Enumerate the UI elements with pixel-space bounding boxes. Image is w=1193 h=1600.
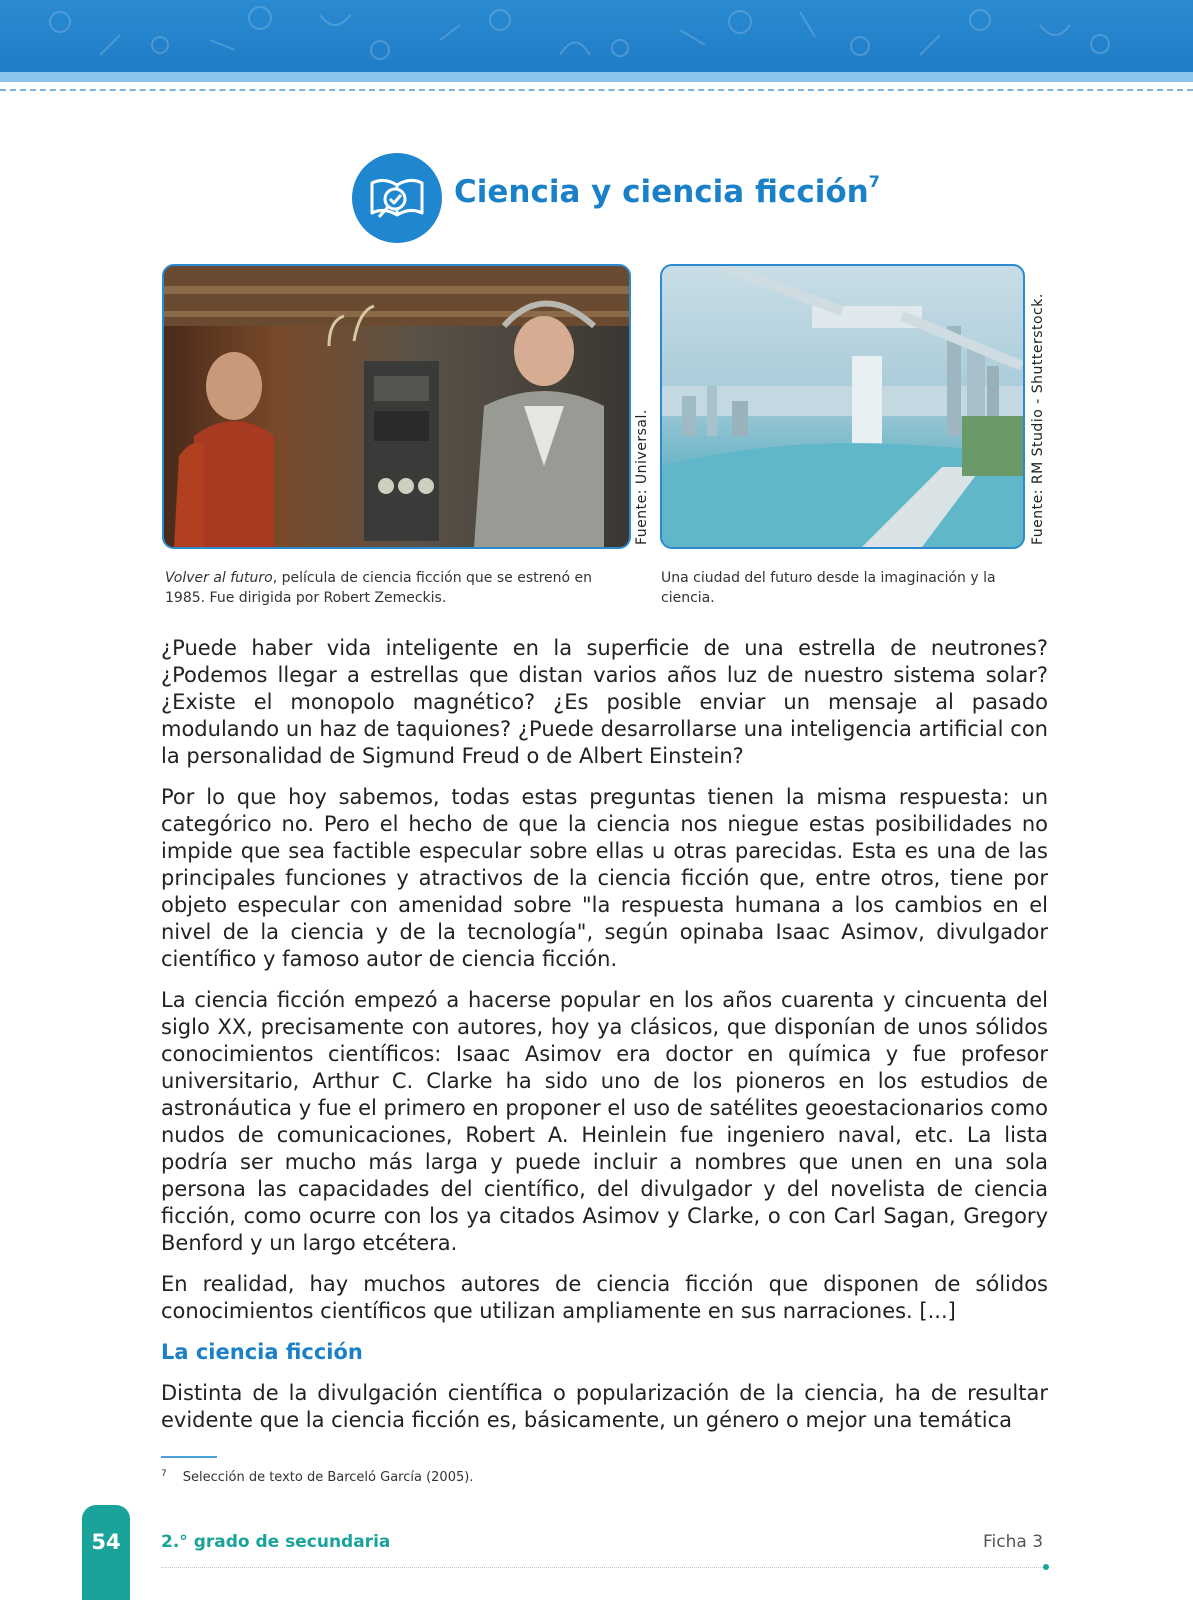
photo-source-1: Fuente: Universal.: [634, 409, 650, 545]
page-title-text: Ciencia y ciencia ficción: [454, 174, 869, 210]
film-scene-illustration: [164, 266, 629, 547]
page-number: 54: [91, 1530, 121, 1554]
book-check-icon: [352, 153, 442, 243]
ficha-label: Ficha 3: [983, 1532, 1044, 1552]
footnote: [161, 1470, 473, 1485]
photo-source-2: Fuente: RM Studio - Shutterstock.: [1030, 293, 1046, 545]
caption-film-title: Volver al futuro: [165, 570, 273, 586]
footer-dotted-rule: [161, 1567, 1047, 1568]
paragraph-3: La ciencia ficción empezó a hacerse popular en los años cuarenta y cincuenta del siglo XX, precisamente con autores, hoy ya clásicos, que disponían de unos sólidos conocimientos científicos: Isaac Asimov era doctor en química y fue profesor universitario, Arthur C. Clarke ha sido uno de los pioneros en los estudios de astronáutica y fue el primero en proponer el uso de satélites geoestacionarios como nudos de comunicaciones, Robert A. Heinlein fue ingeniero naval, etc. La lista podría ser mucho más larga y puede incluir a nombres que unen en una sola persona las capacidades del científico, del divulgador y del novelista de ciencia ficción, como ocurre con los ya citados Asimov y Clarke, o con Carl Sagan, Gregory Benford y un largo etcétera.: [161, 988, 1049, 1255]
footnote-text: Selección de texto de Barceló García (2005).: [182, 1470, 474, 1485]
header-banner: [0, 0, 1193, 72]
header-stripe: [0, 72, 1193, 82]
paragraph-2: Por lo que hoy sabemos, todas estas preguntas tienen la misma respuesta: un categórico no. Pero el hecho de que la ciencia nos niegue estas posibilidades no impide que sea factible especular sobre ellas u otras parecidas. Esta es una de las principales funciones y atractivos de la ciencia ficción que, entre otros, tiene por objeto especular con amenidad sobre "la respuesta humana a los cambios en el nivel de la ciencia y de la tecnología", según opinaba Isaac Asimov, divulgador científico y famoso autor de ciencia ficción.: [161, 785, 1048, 971]
footnote-number: 7: [161, 1469, 167, 1479]
photo-caption-1: [165, 568, 625, 608]
paragraph-5: Distinta de la divulgación científica o popularización de la ciencia, ha de resultar evidente que la ciencia ficción es, básicamente, un género o mejor una temática: [161, 1381, 1048, 1432]
section-subheading: La ciencia ficción: [161, 1340, 363, 1364]
paragraph-1: ¿Puede haber vida inteligente en la superficie de una estrella de neutrones? ¿Podemos llegar a estrellas que distan varios años luz de nuestro sistema solar? ¿Existe el monopolo magnético? ¿Es posible enviar un mensaje al pasado modulando un haz de taquiones? ¿Puede desarrollarse una inteligencia artificial con la personalidad de Sigmund Freud o de Albert Einstein?: [161, 636, 1048, 768]
grade-label: 2.° grado de secundaria: [161, 1532, 391, 1552]
doodle-pattern: [0, 0, 1193, 72]
title-footnote-ref: 7: [868, 171, 880, 191]
future-city-illustration: [662, 266, 1023, 547]
article-body: [161, 635, 1048, 1448]
caption-text-1: , película de ciencia ficción que se estrenó en 1985. Fue dirigida por Robert Zemeckis.: [165, 570, 593, 606]
header-dashed-line: [0, 89, 1193, 91]
photo-back-to-the-future: [162, 264, 631, 549]
paragraph-4: En realidad, hay muchos autores de ciencia ficción que disponen de sólidos conocimientos científicos que utilizan ampliamente en sus narraciones. [...]: [161, 1272, 1048, 1323]
page-title: [454, 171, 880, 210]
footnote-rule: [161, 1456, 217, 1458]
photo-future-city: [660, 264, 1025, 549]
photo-caption-2: Una ciudad del futuro desde la imaginación y la ciencia.: [661, 570, 996, 606]
footer-dot: [1043, 1564, 1049, 1570]
